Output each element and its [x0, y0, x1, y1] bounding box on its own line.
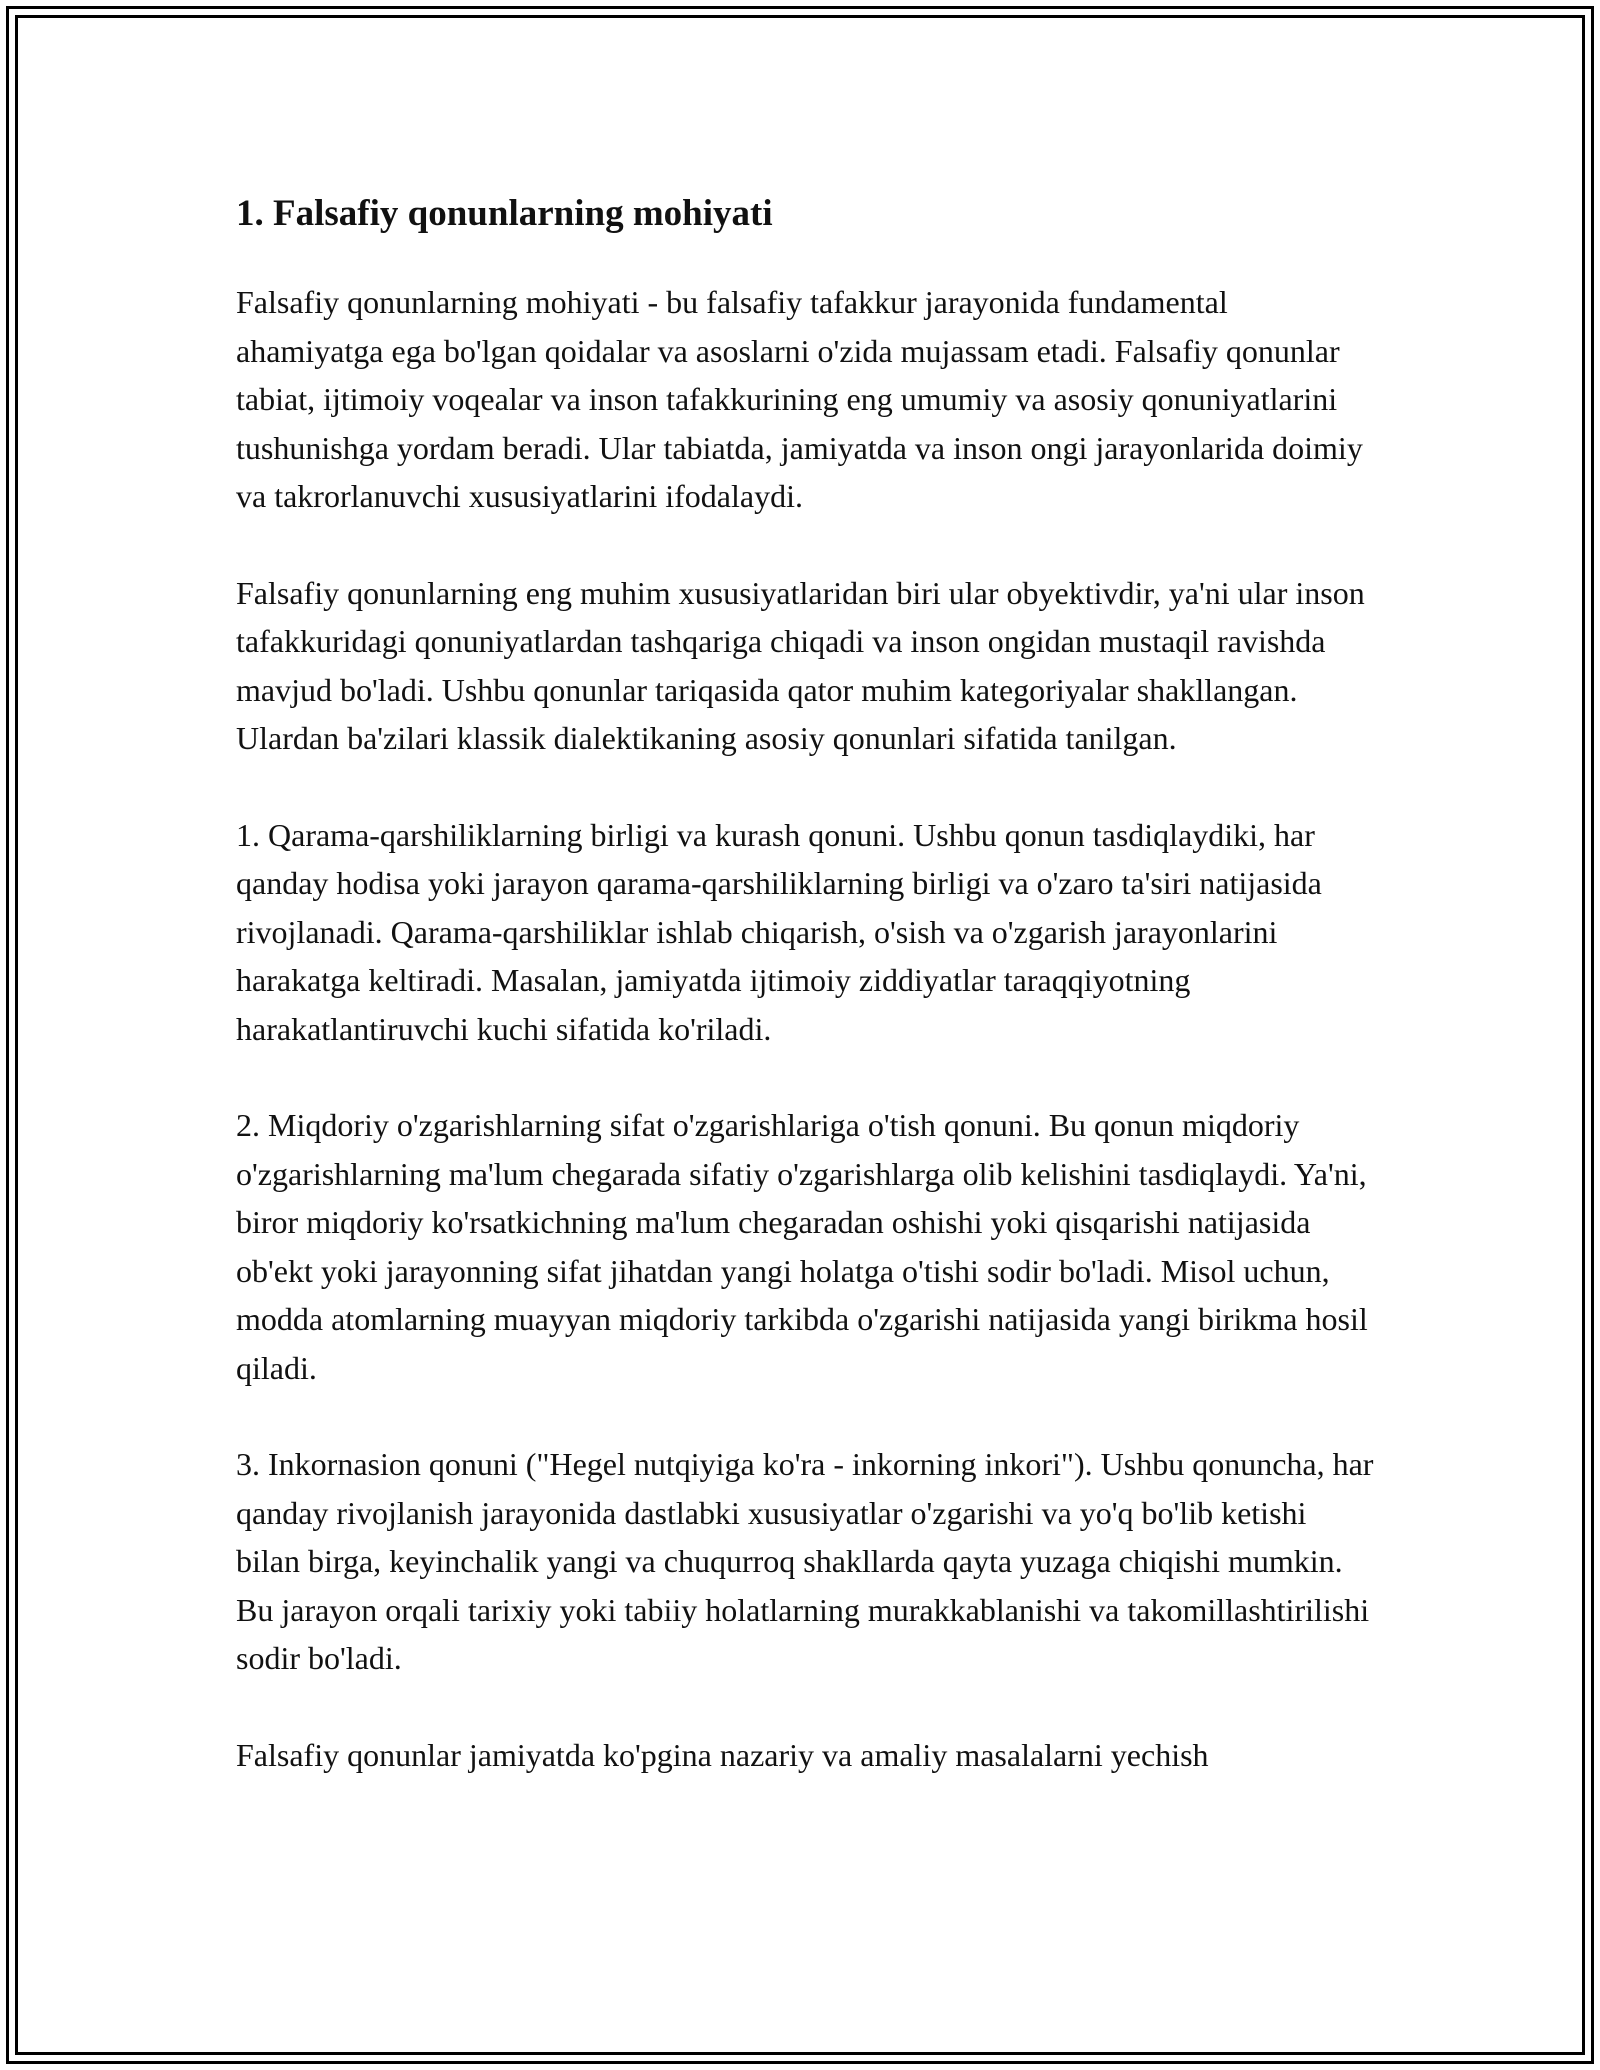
- paragraph-law-1: 1. Qarama-qarshiliklarning birligi va kurash qonuni. Ushbu qonun tasdiqlaydiki, har qanday hodisa yoki jarayon qarama-qarshiliklarning birligi va o'zaro ta'siri natijasida rivojlanadi. Qarama-qarshiliklar ishlab chiqarish, o'sish va o'zgarish jarayonlarini harakatga keltiradi. Masalan, jamiyatda ijtimoiy ziddiyatlar taraqqiyotning harakatlantiruvchi kuchi sifatida ko'riladi.: [236, 816, 1322, 1047]
- paragraph-conclusion: Falsafiy qonunlar jamiyatda ko'pgina nazariy va amaliy masalalarni yechish: [236, 1736, 1209, 1773]
- paragraph-intro: Falsafiy qonunlarning mohiyati - bu falsafiy tafakkur jarayonida fundamental ahamiyatga ega bo'lgan qoidalar va asoslarni o'zida mujassam etadi. Falsafiy qonunlar tabiat, ijtimoiy voqealar va inson tafakkurining eng umumiy va asosiy qonuniyatlarini tushunishga yordam beradi. Ular tabiatda, jamiyatda va inson ongi jarayonlarida doimiy va takrorlanuvchi xususiyatlarini ifodalaydi.: [236, 284, 1363, 514]
- section-heading: 1. Falsafiy qonunlarning mohiyati: [236, 193, 773, 234]
- paragraph-objectivity: Falsafiy qonunlarning eng muhim xususiyatlaridan biri ular obyektivdir, ya'ni ular inson tafakkuridagi qonuniyatlardan tashqariga chiqadi va inson ongidan mustaqil ravishda mavjud bo'ladi. Ushbu qonunlar tariqasida qator muhim kategoriyalar shakllangan. Ulardan ba'zilari klassik dialektikaning asosiy qonunlari sifatida tanilgan.: [236, 574, 1365, 756]
- paragraph-law-3: 3. Inkornasion qonuni ("Hegel nutqiyiga ko'ra - inkorning inkori"). Ushbu qonuncha, har qanday rivojlanish jarayonida dastlabki xususiyatlar o'zgarishi va yo'q bo'lib ketishi bilan birga, keyinchalik yangi va chuqurroq shakllarda qayta yuzaga chiqishi mumkin. Bu jarayon orqali tarixiy yoki tabiiy holatlarning murakkablanishi va takomillashtirilishi sodir bo'ladi.: [236, 1446, 1374, 1676]
- document-body: [236, 182, 1376, 1827]
- paragraph-law-2: 2. Miqdoriy o'zgarishlarning sifat o'zgarishlariga o'tish qonuni. Bu qonun miqdoriy o'zgarishlarning ma'lum chegarada sifatiy o'zgarishlarga olib kelishini tasdiqlaydi. Ya'ni, biror miqdoriy ko'rsatkichning ma'lum chegaradan oshishi yoki qisqarishi natijasida ob'ekt yoki jarayonning sifat jihatdan yangi holatga o'tishi sodir bo'ladi. Misol uchun, modda atomlarning muayyan miqdoriy tarkibda o'zgarishi natijasida yangi birikma hosil qiladi.: [236, 1107, 1368, 1386]
